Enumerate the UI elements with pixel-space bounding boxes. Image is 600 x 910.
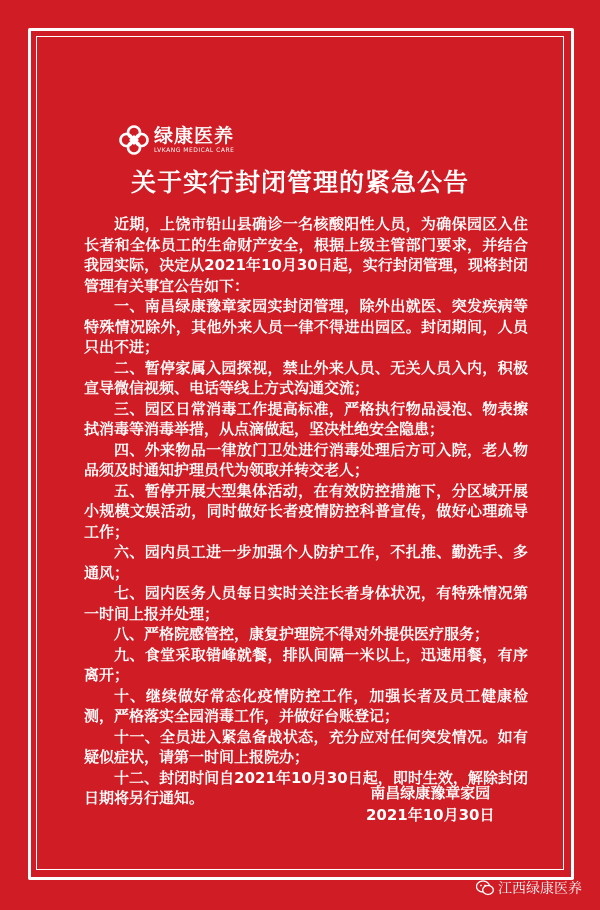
notice-item-3: 三、园区日常消毒工作提高标准，严格执行物品浸泡、物表擦拭消毒等消毒举措，从点滴做起，坚决杜绝安全隐患； — [84, 399, 528, 438]
notice-intro: 近期，上饶市铅山县确诊一名核酸阳性人员，为确保园区入住长者和全体员工的生命财产安全，根据上级主管部门要求，并结合我园实际，决定从2021年10月30日起，实行封闭管理，现将封闭管理有关事宜公告如下： — [84, 215, 528, 295]
wechat-icon — [476, 880, 494, 896]
clover-logo-icon — [118, 124, 150, 156]
notice-title: 关于实行封闭管理的紧急公告 — [130, 168, 469, 197]
wechat-watermark — [476, 878, 582, 898]
notice-item-9: 九、食堂采取错峰就餐，排队间隔一米以上，迅速用餐，有序离开； — [84, 645, 528, 684]
notice-item-11: 十一、全员进入紧急备战状态，充分应对任何突发情况。如有疑似症状，请第一时间上报院办； — [84, 727, 528, 766]
notice-item-8: 八、严格院感管控，康复护理院不得对外提供医疗服务； — [114, 625, 490, 643]
notice-item-2: 二、暂停家属入园探视，禁止外来人员、无关人员入内，积极宣导微信视频、电话等线上方式沟通交流； — [84, 358, 528, 397]
notice-item-7: 七、园内医务人员每日实时关注长者身体状况，有特殊情况第一时间上报并处理； — [84, 584, 528, 623]
brand-logo — [118, 120, 234, 160]
notice-item-6: 六、园内员工进一步加强个人防护工作，不扎推、勤洗手、多通风； — [84, 543, 528, 582]
notice-item-5: 五、暂停开展大型集体活动，在有效防控措施下，分区域开展小规模文娱活动，同时做好长者疫情防控科普宣传，做好心理疏导工作； — [84, 481, 528, 541]
notice-item-10: 十、继续做好常态化疫情防控工作，加强长者及员工健康检测，严格落实全园消毒工作，并做好台账登记； — [84, 686, 528, 725]
notice-signature — [366, 782, 495, 826]
notice-item-12: 十二、封闭时间自2021年10月30日起，即时生效，解除封闭日期将另行通知。 — [84, 768, 528, 807]
signature-org: 南昌绿康豫章家园 — [370, 784, 491, 802]
signature-date: 2021年10月30日 — [366, 806, 495, 824]
wechat-account-name: 江西绿康医养 — [498, 881, 582, 897]
brand-name: 绿康医养 — [154, 124, 235, 147]
notice-item-1: 一、南昌绿康豫章家园实封闭管理，除外出就医、突发疾病等特殊情况除外，其他外来人员一律不得进出园区。封闭期间，人员只出不进； — [84, 297, 528, 356]
notice-item-4: 四、外来物品一律放门卫处进行消毒处理后方可入院，老人物品须及时通知护理员代为领取并转交老人； — [84, 440, 528, 479]
brand-subtitle: LVKANG MEDICAL CARE — [154, 146, 235, 154]
notice-body — [84, 214, 528, 809]
